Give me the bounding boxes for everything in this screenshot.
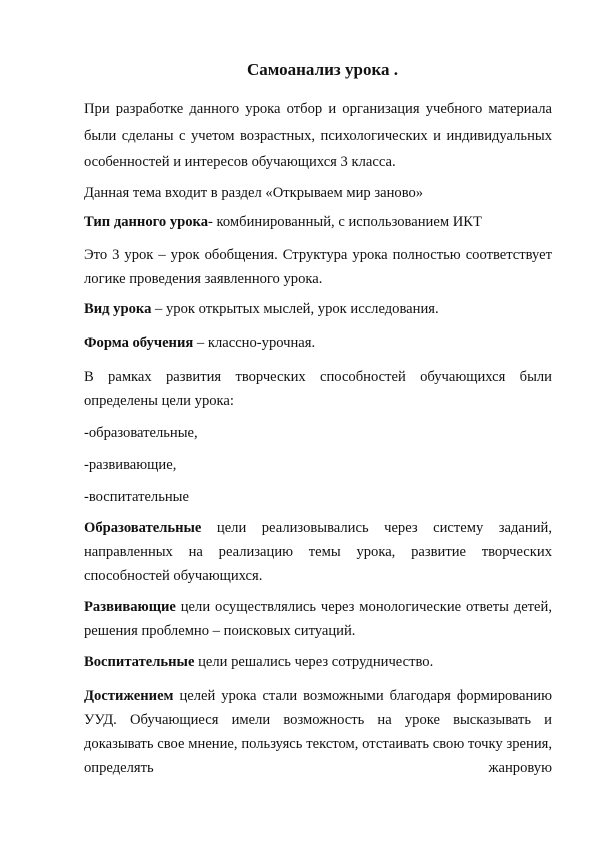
lesson-kind-text: – урок открытых мыслей, урок исследования. xyxy=(151,301,439,317)
paragraph-lesson-type xyxy=(84,210,552,234)
paragraph-lesson-kind xyxy=(84,297,552,321)
lesson-kind-label: Вид урока xyxy=(84,301,152,317)
list-item-upbringing: -воспитательные xyxy=(84,489,189,505)
upbringing-text: цели решались через сотрудничество. xyxy=(194,654,434,670)
educational-label: Образовательные xyxy=(84,520,202,536)
form-label: Форма обучения xyxy=(84,335,194,351)
lesson-type-text: - комбинированный, с использованием ИКТ xyxy=(208,214,482,230)
achievement-label: Достижением xyxy=(84,688,174,704)
paragraph-form xyxy=(84,331,552,355)
document-title: Самоанализ урока . xyxy=(247,60,398,79)
paragraph-developing-goals xyxy=(84,595,552,643)
paragraph-topic: Данная тема входит в раздел «Открываем мир заново» xyxy=(84,185,424,201)
paragraph-intro: При разработке данного урока отбор и организация учебного материала были сделаны с учетом возрастных, психологических и индивидуальных особенностей и интересов обучающихся 3 класса. xyxy=(84,101,552,170)
form-text: – классно-урочная. xyxy=(193,335,316,351)
paragraph-goals: В рамках развития творческих способностей обучающихся были определены цели урока: xyxy=(84,369,552,409)
paragraph-upbringing-goals xyxy=(84,650,552,674)
educational-text: цели реализовывались через систему заданий, направленных на реализацию темы урока, развитие творческих способностей обучающихся. xyxy=(84,520,552,584)
paragraph-achievement xyxy=(84,684,552,780)
lesson-type-label: Тип данного урока xyxy=(84,214,209,230)
paragraph-structure: Это 3 урок – урок обобщения. Структура урока полностью соответствует логике проведения заявленного урока. xyxy=(84,247,552,287)
developing-text: цели осуществлялись через монологические ответы детей, решения проблемно – поисковых ситуаций. xyxy=(84,599,552,639)
upbringing-label: Воспитательные xyxy=(84,654,195,670)
list-item-developing: -развивающие, xyxy=(84,457,177,473)
paragraph-educational-goals xyxy=(84,516,552,588)
developing-label: Развивающие xyxy=(84,599,176,615)
achievement-text: целей урока стали возможными благодаря формированию УУД. Обучающиеся имели возможность на уроке высказывать и доказывать свое мнение, пользуясь текстом, отстаивать свою точку зрения, определять жанровую xyxy=(84,688,552,776)
list-item-educational: -образовательные, xyxy=(84,425,198,441)
